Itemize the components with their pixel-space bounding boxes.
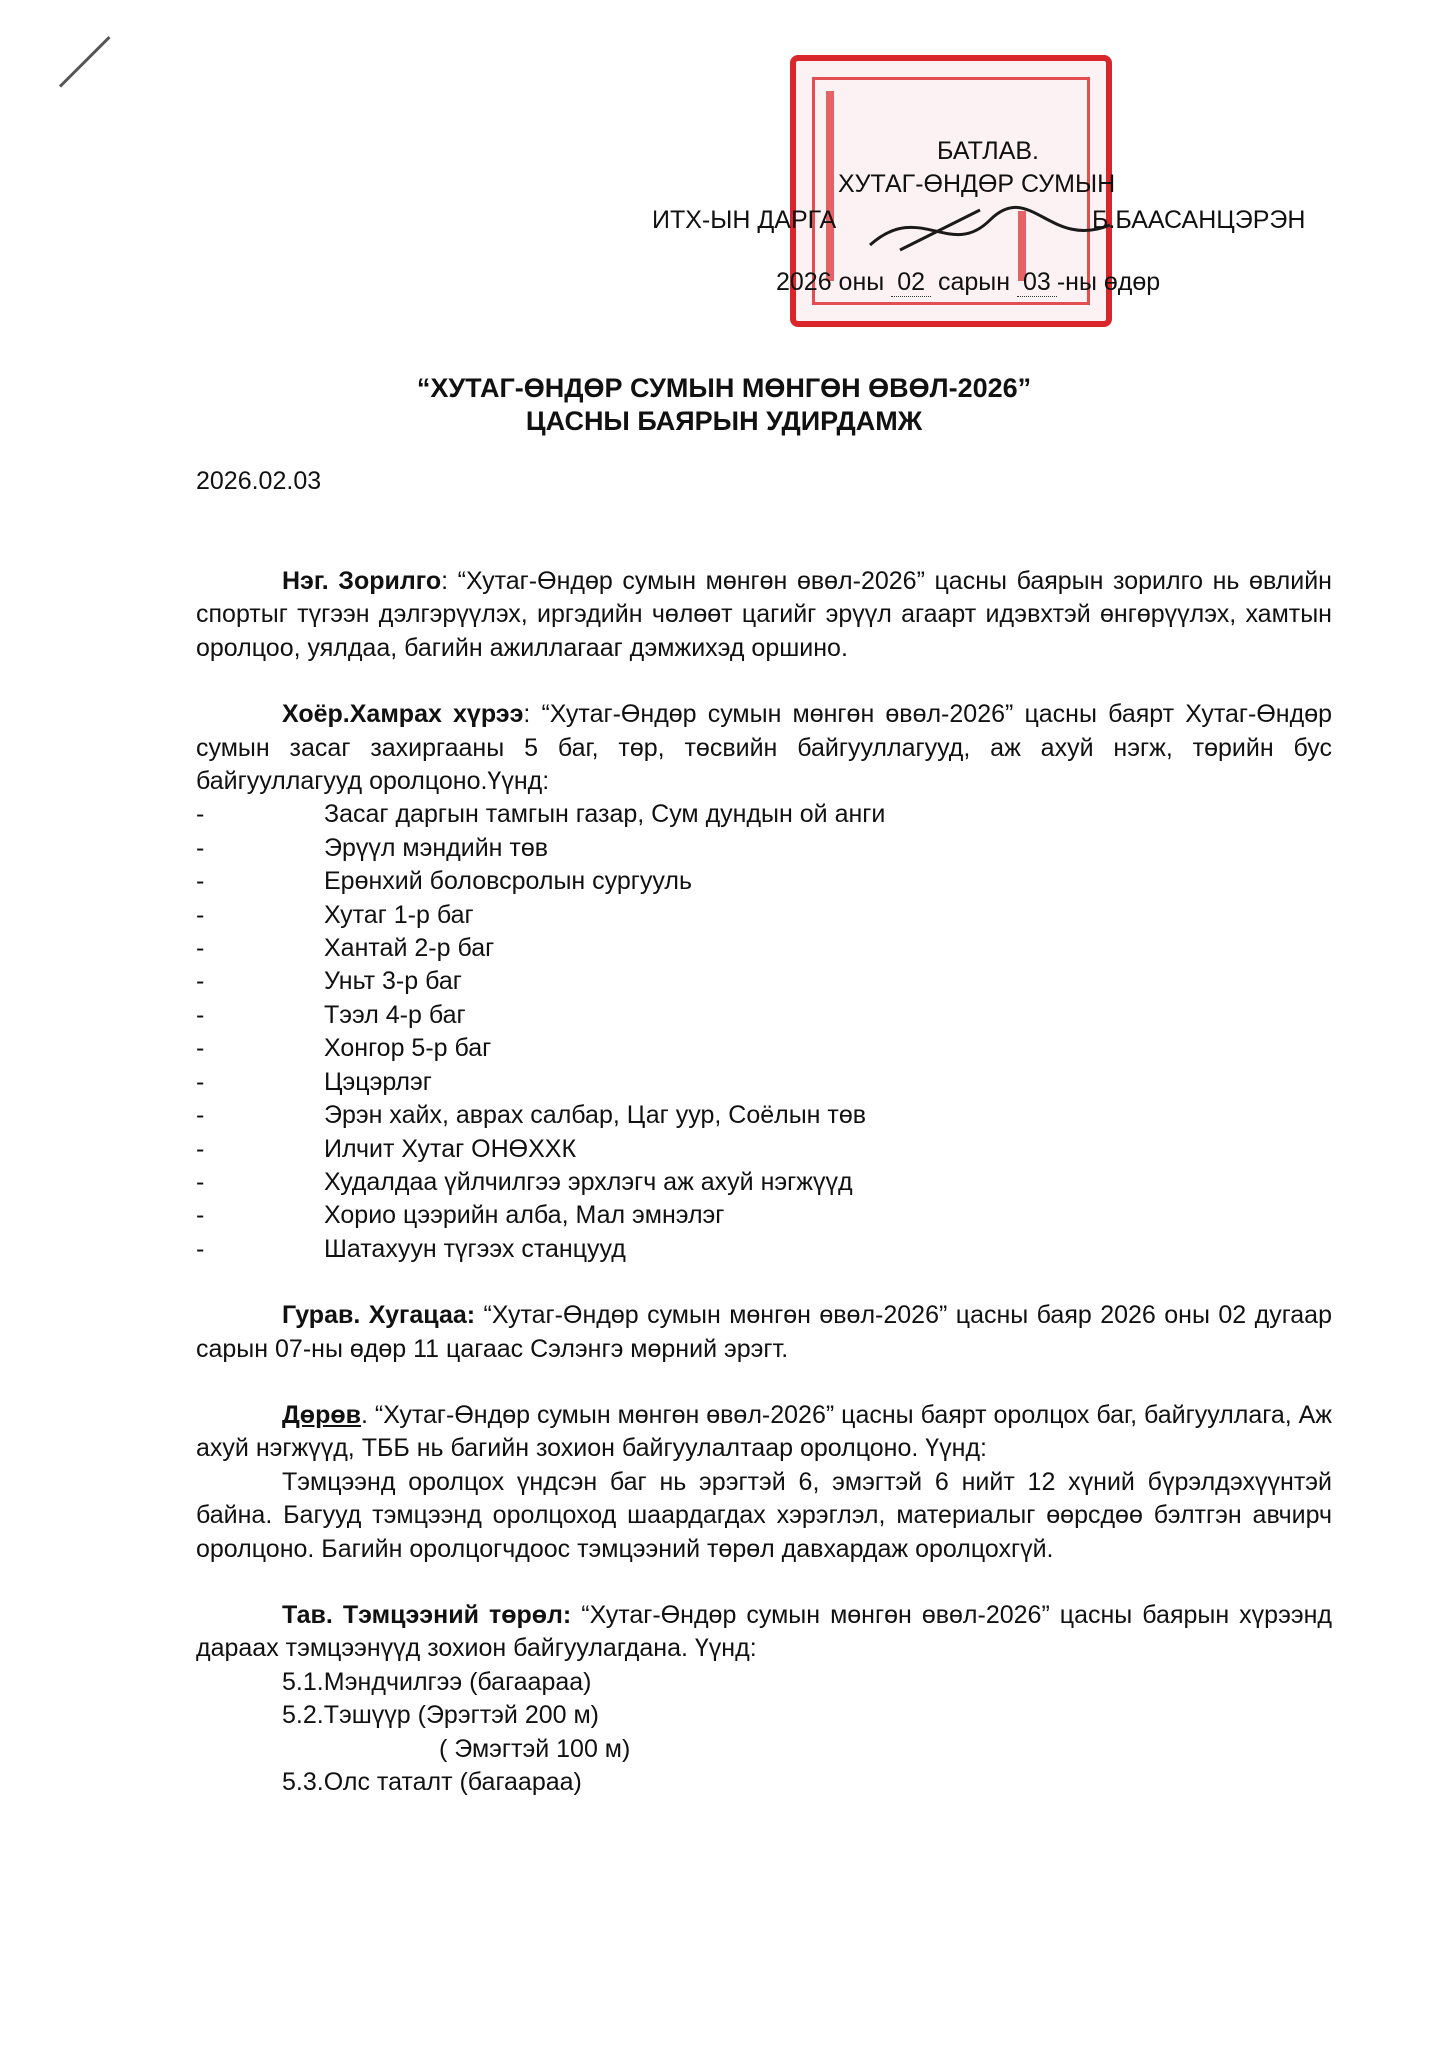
- section-4-paragraph: Тэмцээнд оролцох үндсэн баг нь эрэгтэй 6, эмэгтэй 6 нийт 12 хүний бүрэлдэхүүнтэй байна. Багууд тэмцээнд оролцоход шаардагдах хэрэглэл, материалыг өөрсдөө бэлтгэн авчирч оролцоно. Багийн оролцогчдоос тэмцээний төрөл давхардаж оролцохгүй.: [196, 1467, 1332, 1563]
- list-item: - Хутаг 1-р баг: [196, 899, 1332, 932]
- list-item: - Ерөнхий боловсролын сургууль: [196, 865, 1332, 898]
- participant-list: [196, 798, 1332, 1266]
- approval-org: ХУТАГ-ӨНДӨР СУМЫН: [838, 170, 1116, 198]
- event-item: 5.3.Олс таталт (багаараа): [282, 1768, 582, 1796]
- list-item: - Эрэн хайх, аврах салбар, Цаг уур, Соёлын төв: [196, 1099, 1332, 1132]
- list-item: - Уньт 3-р баг: [196, 965, 1332, 998]
- approval-position: ИТХ-ЫН ДАРГА: [652, 206, 837, 234]
- list-item: - Эрүүл мэндийн төв: [196, 832, 1332, 865]
- approval-name: Б.БААСАНЦЭРЭН: [1092, 206, 1306, 234]
- list-item: - Хорио цээрийн алба, Мал эмнэлэг: [196, 1199, 1332, 1232]
- list-item: - Хантай 2-р баг: [196, 932, 1332, 965]
- event-item-sub: ( Эмэгтэй 100 м): [439, 1734, 631, 1763]
- pen-mark: [59, 36, 111, 88]
- event-item: 5.1.Мэндчилгээ (багаараа): [282, 1667, 592, 1696]
- list-item: - Хонгор 5-р баг: [196, 1032, 1332, 1065]
- approval-title: БАТЛАВ.: [937, 137, 1040, 165]
- document-title: “ХУТАГ-ӨНДӨР СУМЫН МӨНГӨН ӨВӨЛ-2026” ЦАСНЫ БАЯРЫН УДИРДАМЖ: [416, 373, 1032, 436]
- section-3: Гурав. Хугацаа: “Хутаг-Өндөр сумын мөнгөн өвөл-2026” цасны баяр 2026 оны 02 дугаар сарын 07-ны өдөр 11 цагаас Сэлэнгэ мөрний эрэгт.: [196, 1301, 1332, 1363]
- document-body: [196, 565, 1332, 1799]
- list-item: - Цэцэрлэг: [196, 1066, 1332, 1099]
- section-5: Тав. Тэмцээний төрөл: “Хутаг-Өндөр сумын мөнгөн өвөл-2026” цасны баярын хүрээнд дараах тэмцээнүүд зохион байгуулагдана. Үүнд:: [196, 1600, 1332, 1663]
- list-item: - Худалдаа үйлчилгээ эрхлэгч аж ахуй нэгжүүд: [196, 1166, 1332, 1199]
- approval-date: 2026 оны 02 сарын 03 -ны өдөр: [776, 268, 1161, 296]
- section-2: Хоёр.Хамрах хүрээ: “Хутаг-Өндөр сумын мөнгөн өвөл-2026” цасны баярт Хутаг-Өндөр сумын засаг захиргааны 5 баг, төр, төсвийн байгууллагууд, аж ахуй нэгж, төрийн бус байгууллагууд оролцоно.Үүнд:: [196, 700, 1332, 796]
- list-item: - Шатахуун түгээх станцууд: [196, 1233, 1332, 1266]
- list-item: - Засаг даргын тамгын газар, Сум дундын ой анги: [196, 798, 1332, 831]
- section-4: Дөрөв. “Хутаг-Өндөр сумын мөнгөн өвөл-2026” цасны баярт оролцох баг, байгууллага, Аж ахуй нэгжүүд, ТББ нь багийн зохион байгуулалтаар оролцоно. Үүнд:: [196, 1400, 1333, 1463]
- event-item: 5.2.Тэшүүр (Эрэгтэй 200 м): [282, 1701, 599, 1730]
- list-item: - Илчит Хутаг ОНӨХХК: [196, 1133, 1332, 1166]
- section-1: Нэг. Зорилго: “Хутаг-Өндөр сумын мөнгөн өвөл-2026” цасны баярын зорилго нь өвлийн спортыг түгээн дэлгэрүүлэх, иргэдийн чөлөөт цагийг эрүүл агаарт идэвхтэй өнгөрүүлэх, хамтын оролцоо, уялдаа, багийн ажиллагааг дэмжихэд оршино.: [196, 567, 1332, 662]
- signature: [860, 190, 1120, 270]
- list-item: - Тээл 4-р баг: [196, 999, 1332, 1032]
- document-date: 2026.02.03: [196, 467, 322, 495]
